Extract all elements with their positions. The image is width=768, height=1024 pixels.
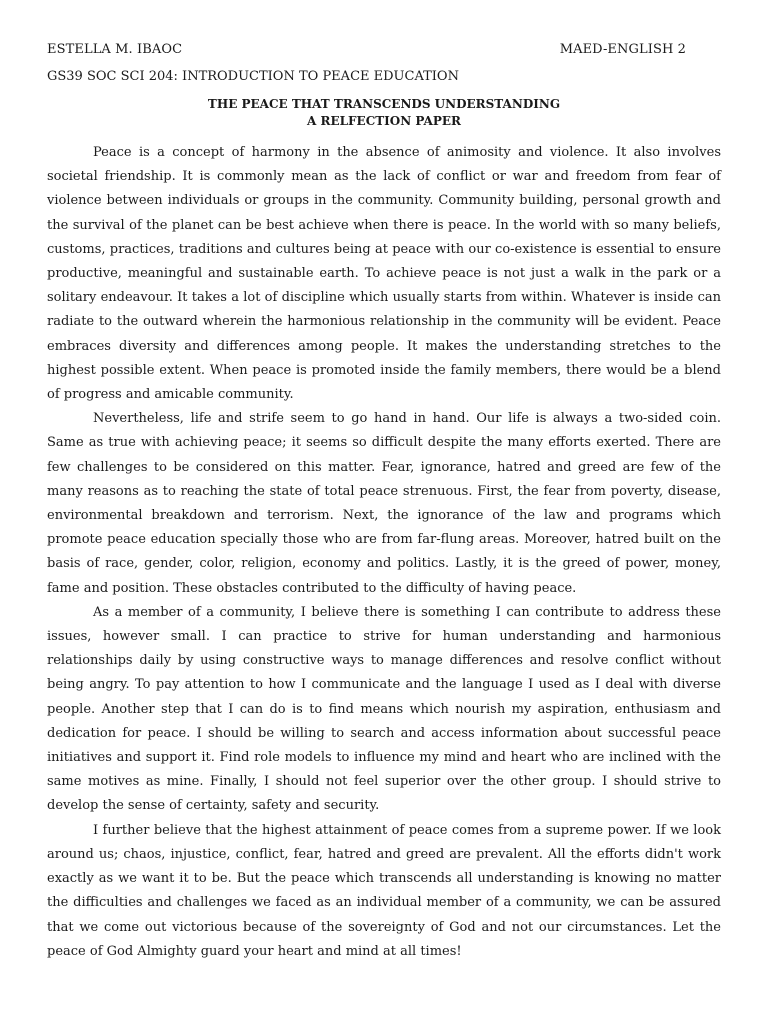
course-title: GS39 SOC SCI 204: INTRODUCTION TO PEACE EDUCATION — [47, 69, 459, 84]
header-row — [47, 42, 686, 57]
title-line-2: A RELFECTION PAPER — [306, 114, 461, 128]
paragraph-1: Peace is a concept of harmony in the absence of animosity and violence. It also involves societal friendship. It is commonly mean as the lack of conflict or war and freedom from fear of violence between individuals or groups in the community. Community building, personal growth and the survival of the planet can be best achieve when there is peace. In the world with so many beliefs, customs, practices, traditions and cultures being at peace with our co-existence is essential to ensure productive, meaningful and sustainable earth. To achieve peace is not just a walk in the park or a solitary endeavour. It takes a lot of discipline which usually starts from within. Whatever is inside can radiate to the outward wherein the harmonious relationship in the community will be evident. Peace embraces diversity and differences among people. It makes the understanding stretches to the highest possible extent. When peace is promoted inside the family members, there would be a blend of progress and amicable community. — [47, 145, 721, 403]
paragraph-2: Nevertheless, life and strife seem to go hand in hand. Our life is always a two-sided coin. Same as true with achieving peace; it seems so difficult despite the many efforts exerted. There are few challenges to be considered on this matter. Fear, ignorance, hatred and greed are few of the many reasons as to reaching the state of total peace strenuous. First, the fear from poverty, disease, environmental breakdown and terrorism. Next, the ignorance of the law and programs which promote peace education specially those who are from far-flung areas. Moreover, hatred built on the basis of race, gender, color, religion, economy and politics. Lastly, it is the greed of power, money, fame and position. These obstacles contributed to the difficulty of having peace. — [47, 411, 721, 596]
title-line-1: THE PEACE THAT TRANSCENDS UNDERSTANDING — [207, 97, 561, 111]
paper-title — [0, 96, 768, 130]
paragraph-3: As a member of a community, I believe there is something I can contribute to address these issues, however small. I can practice to strive for human understanding and harmonious relationships daily by using constructive ways to manage differences and resolve conflict without being angry. To pay attention to how I communicate and the language I used as I deal with diverse people. Another step that I can do is to find means which nourish my aspiration, enthusiasm and dedication for peace. I should be willing to search and access information about successful peace initiatives and support it. Find role models to influence my mind and heart who are inclined with the same motives as mine. Finally, I should not feel superior over the other group. I should strive to develop the sense of certainty, safety and security. — [47, 604, 721, 814]
author-name: ESTELLA M. IBAOC — [47, 42, 183, 57]
essay-body — [47, 141, 721, 964]
program-label: MAED-ENGLISH 2 — [559, 42, 686, 57]
paragraph-4: I further believe that the highest attainment of peace comes from a supreme power. If we look around us; chaos, injustice, conflict, fear, hatred and greed are prevalent. All the efforts didn't work exactly as we want it to be. But the peace which transcends all understanding is knowing no matter the difficulties and challenges we faced as an individual member of a community, we can be assured that we come out victorious because of the sovereignty of God and not our circumstances. Let the peace of God Almighty guard your heart and mind at all times! — [47, 822, 721, 959]
